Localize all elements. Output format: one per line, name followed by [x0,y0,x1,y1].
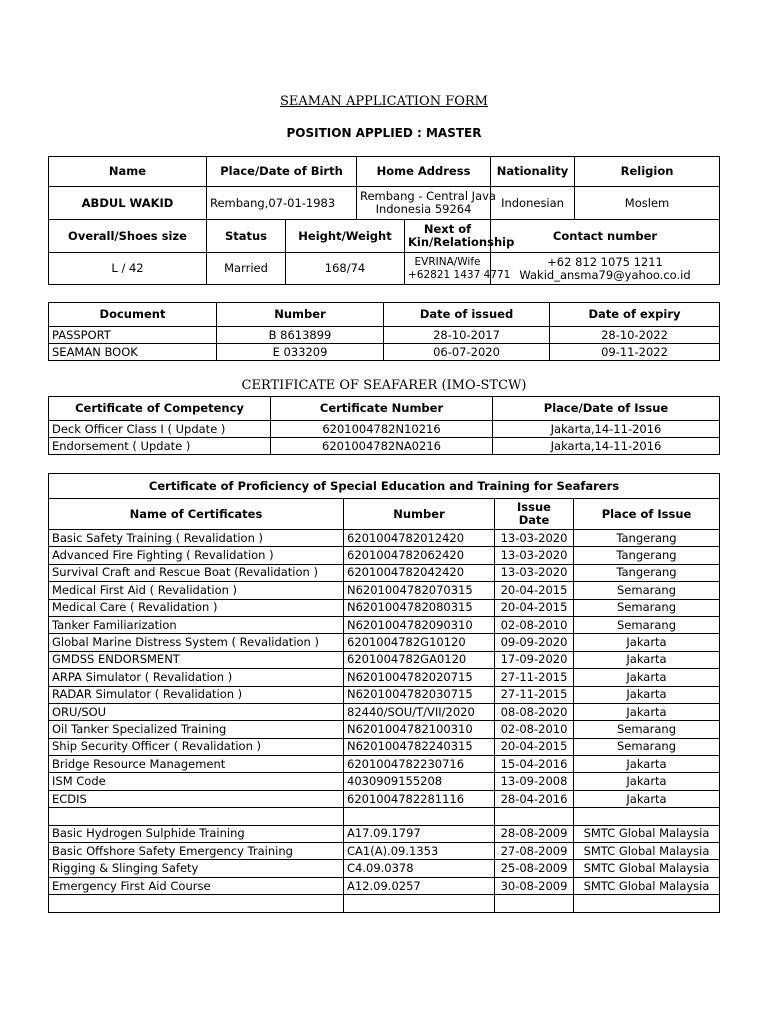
cop-header-issue-date [495,499,574,530]
contact-email: Wakid_ansma79@yahoo.co.id [519,267,691,282]
table-row [49,616,720,633]
cop-cert-name: Basic Safety Training ( Revalidation ) [49,530,344,547]
table-row [49,895,720,912]
header-height-weight: Height/Weight [286,220,405,253]
table-row [49,344,720,361]
cop-cert-place: Tangerang [574,564,720,581]
cop-cert-number: 6201004782062420 [344,547,495,564]
kin-phone: +62821 1437 4771 [408,268,511,281]
cop-cert-date: 27-11-2015 [495,686,574,703]
cop-cert-number: CA1(A).09.1353 [344,843,495,860]
cop-cert-date [495,895,574,912]
cop-cert-number: C4.09.0378 [344,860,495,877]
cop-cert-name: Emergency First Aid Course [49,877,344,894]
shoe-size: L / 42 [49,253,207,285]
header-religion: Religion [575,157,720,187]
cop-cert-place: SMTC Global Malaysia [574,877,720,894]
table-row [49,790,720,807]
cop-header-name: Name of Certificates [49,499,344,530]
cop-cert-number: 6201004782G10120 [344,634,495,651]
nationality: Indonesian [491,187,575,220]
table-row [49,530,720,547]
cop-cert-place: SMTC Global Malaysia [574,825,720,842]
doc-expiry: 09-11-2022 [550,344,720,361]
cop-cert-place: Semarang [574,738,720,755]
doc-issued: 06-07-2020 [384,344,550,361]
header-contact: Contact number [491,220,720,253]
coc-number: 6201004782NA0216 [271,438,493,455]
cop-cert-number: 6201004782GA0120 [344,651,495,668]
marital-status: Married [207,253,286,285]
kin-name: EVRINA/Wife [414,255,481,268]
table-row [49,438,720,455]
cop-cert-name [49,895,344,912]
cop-cert-place [574,895,720,912]
table-row [49,738,720,755]
header-size: Overall/Shoes size [49,220,207,253]
cop-cert-date: 13-03-2020 [495,547,574,564]
table-row [49,421,720,438]
religion: Moslem [575,187,720,220]
cop-cert-date: 02-08-2010 [495,616,574,633]
table-row [49,327,720,344]
cop-cert-number [344,895,495,912]
table-row [49,651,720,668]
cop-cert-number: A12.09.0257 [344,877,495,894]
cop-cert-place [574,808,720,825]
coc-number: 6201004782N10216 [271,421,493,438]
cop-cert-date: 13-09-2008 [495,773,574,790]
table-row [49,773,720,790]
cop-cert-date: 30-08-2009 [495,877,574,894]
address-line2: Indonesia 59264 [375,202,472,216]
cop-cert-number: 82440/SOU/T/VII/2020 [344,703,495,720]
cop-cert-place: Semarang [574,582,720,599]
doc-expiry: 28-10-2022 [550,327,720,344]
cop-cert-place: SMTC Global Malaysia [574,860,720,877]
table-row [49,634,720,651]
height-weight: 168/74 [286,253,405,285]
cop-cert-name: Bridge Resource Management [49,756,344,773]
contact-number [491,253,720,285]
cop-cert-place: Jakarta [574,703,720,720]
contact-phone: +62 812 1075 1211 [547,254,663,269]
cop-cert-date: 28-08-2009 [495,825,574,842]
cop-cert-number [344,808,495,825]
cop-cert-number: N6201004782090310 [344,616,495,633]
cop-cert-number: 6201004782230716 [344,756,495,773]
cop-cert-date: 15-04-2016 [495,756,574,773]
cop-cert-name: Rigging & Slinging Safety [49,860,344,877]
doc-issued: 28-10-2017 [384,327,550,344]
table-row [49,669,720,686]
cop-cert-name [49,808,344,825]
cop-cert-place: Jakarta [574,773,720,790]
cop-cert-place: Tangerang [574,547,720,564]
position-applied: POSITION APPLIED : MASTER [286,126,482,140]
cop-cert-number: 4030909155208 [344,773,495,790]
cop-cert-date: 02-08-2010 [495,721,574,738]
cop-cert-name: Basic Offshore Safety Emergency Training [49,843,344,860]
doc-header-expiry: Date of expiry [550,303,720,327]
header-address: Home Address [357,157,491,187]
doc-header-issued: Date of issued [384,303,550,327]
cop-cert-date: 20-04-2015 [495,738,574,755]
cop-cert-name: Medical Care ( Revalidation ) [49,599,344,616]
coc-section-title: CERTIFICATE OF SEAFARER (IMO-STCW) [241,378,527,393]
table-row [49,721,720,738]
cop-cert-name: Medical First Aid ( Revalidation ) [49,582,344,599]
coc-place: Jakarta,14-11-2016 [493,421,720,438]
coc-header-number: Certificate Number [271,397,493,421]
cop-cert-date: 09-09-2020 [495,634,574,651]
cop-cert-place: Semarang [574,721,720,738]
header-birth: Place/Date of Birth [207,157,357,187]
cop-cert-place: Jakarta [574,634,720,651]
header-kin-line2: Kin/Relationship [408,235,515,249]
cop-header-place: Place of Issue [574,499,720,530]
table-row [49,825,720,842]
cop-cert-place: SMTC Global Malaysia [574,843,720,860]
address-line1: Rembang - Central Java [360,189,496,203]
table-row [49,564,720,581]
table-row [49,703,720,720]
birth-place-date: Rembang,07-01-1983 [207,187,357,220]
coc-place: Jakarta,14-11-2016 [493,438,720,455]
coc-header-place: Place/Date of Issue [493,397,720,421]
cop-table [48,473,720,913]
documents-table [48,302,720,361]
cop-cert-name: GMDSS ENDORSMENT [49,651,344,668]
cop-cert-name: ARPA Simulator ( Revalidation ) [49,669,344,686]
cop-cert-name: ECDIS [49,790,344,807]
cop-cert-number: N6201004782080315 [344,599,495,616]
cop-cert-date: 17-09-2020 [495,651,574,668]
home-address [357,187,496,220]
cop-cert-place: Jakarta [574,686,720,703]
header-nationality: Nationality [491,157,575,187]
table-row [49,860,720,877]
cop-cert-place: Tangerang [574,530,720,547]
cop-cert-name: Advanced Fire Fighting ( Revalidation ) [49,547,344,564]
cop-cert-number: N6201004782070315 [344,582,495,599]
coc-name: Endorsement ( Update ) [49,438,271,455]
doc-number: B 8613899 [217,327,384,344]
doc-header-document: Document [49,303,217,327]
coc-name: Deck Officer Class I ( Update ) [49,421,271,438]
header-status: Status [207,220,286,253]
cop-cert-place: Semarang [574,599,720,616]
cop-cert-number: N6201004782240315 [344,738,495,755]
cop-cert-date: 28-04-2016 [495,790,574,807]
cop-header-number: Number [344,499,495,530]
cop-cert-name: Basic Hydrogen Sulphide Training [49,825,344,842]
cop-cert-place: Jakarta [574,790,720,807]
header-kin-line1: Next of [423,222,472,236]
cop-cert-place: Jakarta [574,651,720,668]
cop-cert-name: Tanker Familiarization [49,616,344,633]
cop-header-issue: Issue [517,500,551,514]
cop-cert-place: Jakarta [574,756,720,773]
table-row [49,582,720,599]
coc-header-competency: Certificate of Competency [49,397,271,421]
cop-cert-number: 6201004782012420 [344,530,495,547]
table-row [49,686,720,703]
header-name: Name [49,157,207,187]
header-next-of-kin [405,220,515,253]
table-row [49,808,720,825]
doc-name: PASSPORT [49,327,217,344]
cop-cert-date: 08-08-2020 [495,703,574,720]
cop-cert-number: N6201004782020715 [344,669,495,686]
cop-cert-number: N6201004782100310 [344,721,495,738]
cop-cert-date: 13-03-2020 [495,564,574,581]
form-title: SEAMAN APPLICATION FORM [279,94,488,109]
table-row [49,756,720,773]
table-row [49,547,720,564]
cop-cert-number: N6201004782030715 [344,686,495,703]
cop-cert-name: Global Marine Distress System ( Revalidation ) [49,634,344,651]
cop-cert-number: 6201004782281116 [344,790,495,807]
doc-number: E 033209 [217,344,384,361]
personal-info-table [48,156,720,285]
cop-header-date: Date [518,513,550,527]
cop-cert-name: Oil Tanker Specialized Training [49,721,344,738]
cop-cert-date: 27-08-2009 [495,843,574,860]
table-row [49,599,720,616]
cop-cert-date [495,808,574,825]
cop-cert-date: 27-11-2015 [495,669,574,686]
cop-cert-date: 13-03-2020 [495,530,574,547]
cop-cert-place: Semarang [574,616,720,633]
table-row [49,843,720,860]
cop-title: Certificate of Proficiency of Special Education and Training for Seafarers [49,474,720,499]
cop-cert-date: 20-04-2015 [495,599,574,616]
cop-cert-number: A17.09.1797 [344,825,495,842]
cop-cert-date: 25-08-2009 [495,860,574,877]
doc-name: SEAMAN BOOK [49,344,217,361]
cop-cert-name: Ship Security Officer ( Revalidation ) [49,738,344,755]
next-of-kin [405,253,511,285]
cop-cert-name: ISM Code [49,773,344,790]
cop-cert-name: ORU/SOU [49,703,344,720]
cop-cert-number: 6201004782042420 [344,564,495,581]
cop-cert-name: RADAR Simulator ( Revalidation ) [49,686,344,703]
doc-header-number: Number [217,303,384,327]
table-row [49,877,720,894]
coc-table [48,396,720,455]
applicant-name: ABDUL WAKID [49,187,207,220]
cop-cert-place: Jakarta [574,669,720,686]
cop-cert-name: Survival Craft and Rescue Boat (Revalidation ) [49,564,344,581]
cop-cert-date: 20-04-2015 [495,582,574,599]
